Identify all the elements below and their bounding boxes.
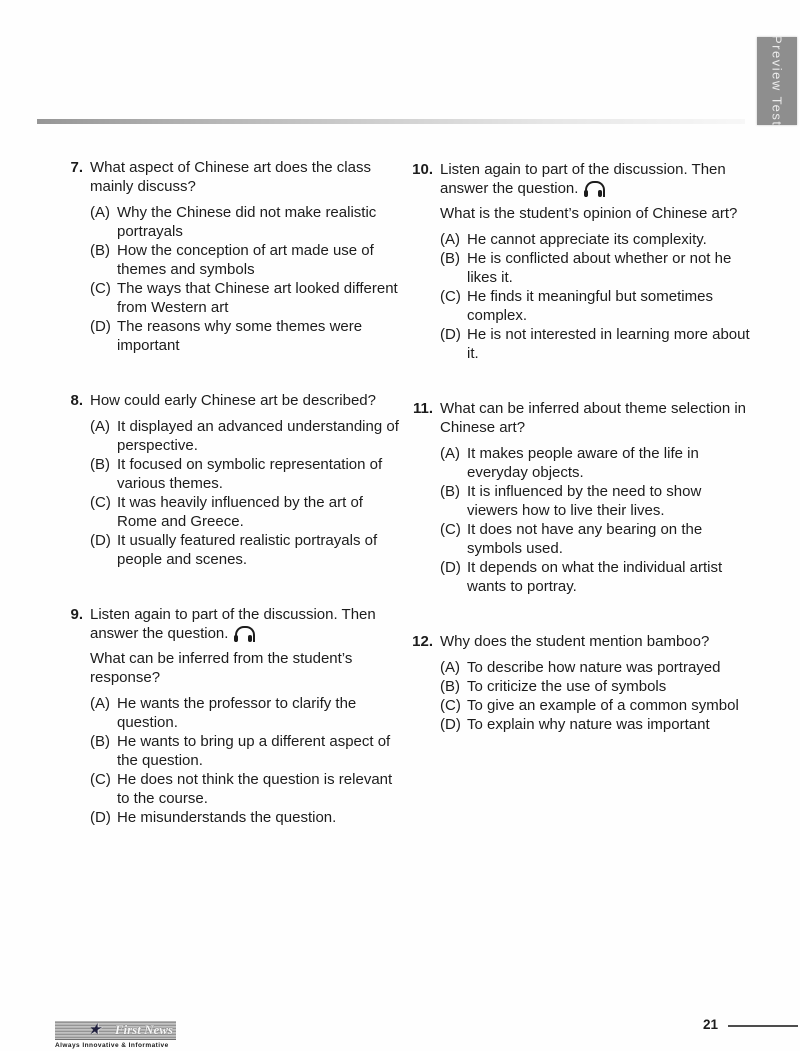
question-prompt: What can be inferred from the student’s response? — [90, 650, 353, 686]
answer-option — [90, 417, 405, 455]
preview-test-tab — [757, 37, 797, 125]
answer-option — [440, 658, 755, 677]
answer-option-text: It is influenced by the need to show viewers how to live their lives. — [467, 483, 702, 519]
answer-option — [440, 520, 755, 558]
answer-option — [440, 696, 755, 715]
answer-option-text: It depends on what the individual artist wants to portray. — [467, 559, 723, 595]
headphones-icon — [235, 626, 251, 640]
answer-option-text: To give an example of a common symbol — [467, 697, 739, 714]
answer-option-letter: (B) — [90, 456, 110, 473]
question-number: 12. — [412, 633, 433, 650]
answer-option-text: It focused on symbolic representation of various themes. — [117, 456, 383, 492]
star-icon: ★ — [86, 1021, 106, 1038]
answer-option-letter: (B) — [90, 242, 110, 259]
header-divider-rule — [37, 119, 745, 124]
question-options — [90, 417, 405, 569]
answer-option — [90, 317, 405, 355]
answer-option-text: Why the Chinese did not make realistic portrayals — [117, 204, 377, 240]
publisher-logo — [55, 1021, 176, 1049]
answer-option-letter: (D) — [440, 716, 461, 733]
answer-option-letter: (A) — [440, 445, 460, 462]
answer-option — [90, 531, 405, 569]
question-prompt: What is the student’s opinion of Chinese art? — [440, 205, 738, 222]
answer-option — [440, 444, 755, 482]
questions-column-left — [55, 158, 405, 863]
answer-option — [90, 732, 405, 770]
answer-option — [90, 770, 405, 808]
answer-option — [90, 279, 405, 317]
answer-option-text: To describe how nature was portrayed — [467, 659, 721, 676]
answer-option-text: It was heavily influenced by the art of Rome and Greece. — [117, 494, 363, 530]
answer-option-text: He is conflicted about whether or not he likes it. — [467, 250, 732, 286]
page-number: 21 — [702, 1017, 718, 1032]
answer-option-text: It usually featured realistic portrayals of people and scenes. — [117, 532, 378, 568]
answer-option-letter: (C) — [440, 521, 461, 538]
answer-option-letter: (C) — [90, 494, 111, 511]
answer-option-letter: (A) — [90, 418, 110, 435]
question-prompts — [440, 632, 755, 651]
headphones-icon — [585, 181, 601, 195]
answer-option-letter: (A) — [90, 204, 110, 221]
questions-column-right — [405, 160, 755, 770]
answer-option-text: It does not have any bearing on the symbols used. — [467, 521, 703, 557]
answer-option-letter: (A) — [440, 659, 460, 676]
answer-option-letter: (B) — [440, 678, 460, 695]
answer-option-letter: (C) — [90, 280, 111, 297]
answer-option — [90, 203, 405, 241]
answer-option — [440, 558, 755, 596]
answer-option-letter: (D) — [90, 318, 111, 335]
question-number: 10. — [412, 161, 433, 178]
answer-option — [440, 715, 755, 734]
answer-option-letter: (C) — [90, 771, 111, 788]
question-options — [440, 658, 755, 734]
preview-test-tab-label: Preview Test — [769, 35, 785, 127]
question-prompts — [90, 605, 405, 687]
question-prompts — [90, 158, 405, 196]
answer-option — [440, 249, 755, 287]
question-block — [55, 391, 405, 569]
answer-option — [90, 241, 405, 279]
answer-option-letter: (D) — [90, 532, 111, 549]
publisher-logo-tagline: Always Innovative & Informative — [55, 1042, 169, 1049]
question-prompt: Listen again to part of the discussion. Then answer the question. — [90, 606, 376, 642]
answer-option-letter: (D) — [440, 326, 461, 343]
question-prompt: What aspect of Chinese art does the class mainly discuss? — [90, 159, 371, 195]
answer-option-text: He wants the professor to clarify the question. — [117, 695, 357, 731]
answer-option — [90, 694, 405, 732]
answer-option-letter: (A) — [90, 695, 110, 712]
question-block — [55, 158, 405, 355]
question-prompts — [90, 391, 405, 410]
answer-option-letter: (B) — [90, 733, 110, 750]
answer-option-text: It makes people aware of the life in everyday objects. — [467, 445, 699, 481]
answer-option-letter: (C) — [440, 697, 461, 714]
question-prompt: Why does the student mention bamboo? — [440, 633, 710, 650]
answer-option-text: It displayed an advanced understanding of perspective. — [117, 418, 399, 454]
question-options — [440, 444, 755, 596]
question-block — [405, 632, 755, 734]
question-options — [90, 203, 405, 355]
answer-option — [440, 287, 755, 325]
answer-option — [440, 230, 755, 249]
question-prompt: How could early Chinese art be described? — [90, 392, 376, 409]
question-block — [55, 605, 405, 827]
publisher-logo-bar — [55, 1021, 176, 1040]
answer-option-letter: (D) — [440, 559, 461, 576]
answer-option-letter: (B) — [440, 250, 460, 267]
question-number: 11. — [412, 400, 433, 417]
answer-option — [90, 808, 405, 827]
answer-option-text: He misunderstands the question. — [117, 809, 337, 826]
answer-option-text: To explain why nature was important — [467, 716, 710, 733]
publisher-logo-name: First News — [114, 1022, 173, 1037]
answer-option — [90, 455, 405, 493]
answer-option — [90, 493, 405, 531]
question-number: 9. — [70, 606, 83, 623]
answer-option-letter: (A) — [440, 231, 460, 248]
answer-option-text: He wants to bring up a different aspect of the question. — [117, 733, 391, 769]
answer-option-letter: (B) — [440, 483, 460, 500]
question-block — [405, 399, 755, 596]
footer-rule — [728, 1025, 798, 1027]
question-prompt: Listen again to part of the discussion. Then answer the question. — [440, 161, 726, 197]
answer-option-text: He does not think the question is relevant to the course. — [117, 771, 393, 807]
answer-option-text: He finds it meaningful but sometimes complex. — [467, 288, 713, 324]
answer-option — [440, 325, 755, 363]
question-number: 7. — [70, 159, 83, 176]
answer-option — [440, 482, 755, 520]
question-options — [440, 230, 755, 363]
question-options — [90, 694, 405, 827]
question-prompts — [440, 160, 755, 223]
answer-option-text: He is not interested in learning more about it. — [467, 326, 750, 362]
answer-option-text: To criticize the use of symbols — [467, 678, 667, 695]
question-number: 8. — [70, 392, 83, 409]
answer-option-letter: (D) — [90, 809, 111, 826]
answer-option-text: The reasons why some themes were important — [117, 318, 363, 354]
answer-option-letter: (C) — [440, 288, 461, 305]
answer-option-text: How the conception of art made use of themes and symbols — [117, 242, 374, 278]
answer-option — [440, 677, 755, 696]
question-prompts — [440, 399, 755, 437]
answer-option-text: The ways that Chinese art looked different from Western art — [117, 280, 398, 316]
question-block — [405, 160, 755, 363]
answer-option-text: He cannot appreciate its complexity. — [467, 231, 707, 248]
question-prompt: What can be inferred about theme selection in Chinese art? — [440, 400, 747, 436]
